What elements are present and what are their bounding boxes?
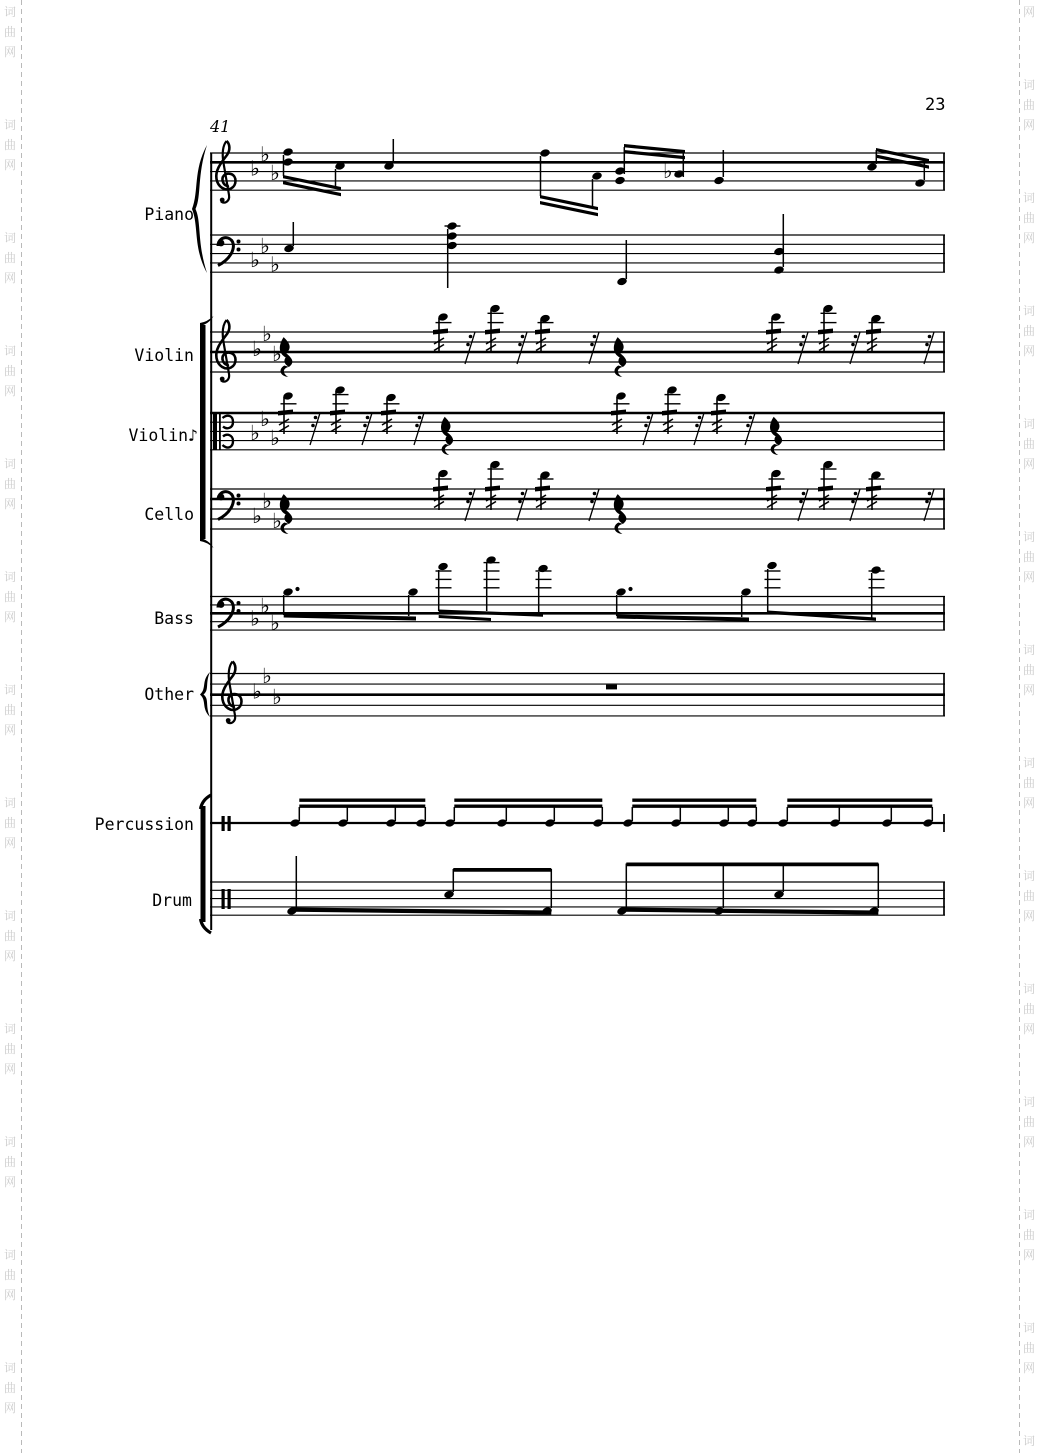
watermark-char: 曲 — [4, 1155, 17, 1169]
watermark-char: 曲 — [1023, 550, 1036, 564]
flat-sign: ♭ — [252, 337, 262, 361]
watermark-char: 词 — [1023, 1434, 1036, 1448]
flat-sign: ♭ — [260, 142, 270, 167]
watermark-char: 词 — [1023, 530, 1036, 544]
watermark-char: 词 — [4, 344, 17, 358]
staff-label-piano: Piano — [144, 205, 194, 224]
watermark-char: 网 — [4, 610, 17, 624]
watermark-char: 曲 — [4, 1381, 17, 1395]
watermark-char: 曲 — [1023, 889, 1036, 903]
flat-sign: ♭ — [270, 610, 280, 635]
watermark-char: 曲 — [1023, 98, 1036, 112]
watermark-char: 曲 — [1023, 663, 1036, 677]
watermark-char: 曲 — [4, 703, 17, 717]
staff-drum — [210, 856, 945, 916]
watermark-char: 网 — [4, 1062, 17, 1076]
watermark-char: 曲 — [1023, 776, 1036, 790]
watermark-char: 曲 — [4, 816, 17, 830]
watermark-char: 网 — [4, 497, 17, 511]
watermark-char: 词 — [4, 1248, 17, 1262]
flat-sign: ♭ — [262, 322, 272, 346]
watermark-char: 曲 — [4, 929, 17, 943]
watermark-char: 词 — [4, 683, 17, 697]
staff-bass — [210, 555, 945, 630]
watermark-char: 词 — [1023, 982, 1036, 996]
flat-sign: ♭ — [272, 342, 282, 366]
watermark-char: 网 — [4, 836, 17, 850]
watermark-char: 词 — [1023, 191, 1036, 205]
watermark-char: 网 — [1023, 344, 1036, 358]
watermark-char: 词 — [4, 457, 17, 471]
watermark-char: 网 — [1023, 1248, 1036, 1262]
staff-label-cello: Cello — [144, 505, 194, 524]
watermark-char: 词 — [4, 1022, 17, 1036]
watermark-char: 网 — [4, 45, 17, 59]
flat-sign: ♭ — [250, 606, 260, 631]
watermark-char: 词 — [4, 796, 17, 810]
watermark-char: 曲 — [1023, 324, 1036, 338]
watermark-char: 网 — [1023, 796, 1036, 810]
watermark-char: 词 — [1023, 1321, 1036, 1335]
watermark-char: 词 — [4, 5, 17, 19]
watermark-char: 网 — [1023, 683, 1036, 697]
page-number: 23 — [925, 95, 946, 115]
strings-bracket — [200, 325, 206, 539]
watermark-char: 曲 — [4, 1268, 17, 1282]
watermark-char: 词 — [1023, 304, 1036, 318]
treble-clef-icon — [222, 662, 241, 724]
flat-sign: ♭ — [260, 594, 270, 619]
watermark-char: 网 — [1023, 5, 1036, 19]
staff-label-other: Other — [144, 685, 194, 704]
staff-viola — [210, 385, 945, 455]
flat-sign: ♭ — [252, 679, 262, 704]
watermark-char: 网 — [4, 1175, 17, 1189]
watermark-char: 网 — [1023, 457, 1036, 471]
watermark-char: 网 — [4, 1401, 17, 1415]
watermark-char: 曲 — [1023, 1002, 1036, 1016]
watermark-char: 词 — [4, 231, 17, 245]
watermark-char: 网 — [1023, 1022, 1036, 1036]
watermark-char: 词 — [1023, 1095, 1036, 1109]
flat-sign: ♭ — [260, 407, 270, 431]
brace — [200, 672, 210, 717]
staff-piano-lh — [210, 214, 945, 288]
watermark-char: 词 — [4, 570, 17, 584]
flat-sign: ♭ — [262, 663, 272, 688]
watermark-char: 网 — [1023, 118, 1036, 132]
brace — [192, 145, 207, 273]
staff-label-percussion: Percussion — [94, 815, 194, 834]
staff-other — [210, 674, 945, 716]
flat-sign: ♭ — [252, 504, 262, 528]
watermark-char: 词 — [4, 909, 17, 923]
watermark-char: 曲 — [4, 364, 17, 378]
watermark-char: 网 — [1023, 231, 1036, 245]
staff-percussion — [210, 799, 945, 832]
flat-sign: ♭ — [270, 161, 280, 186]
watermark-char: 词 — [4, 1361, 17, 1375]
staff-label-bass: Bass — [154, 609, 194, 628]
watermark-char: 曲 — [4, 1042, 17, 1056]
watermark-char: 网 — [1023, 909, 1036, 923]
flat-sign: ♭ — [272, 685, 282, 709]
watermark-char: 曲 — [1023, 211, 1036, 225]
flat-sign: ♭ — [270, 426, 280, 450]
watermark-char: 曲 — [4, 590, 17, 604]
staff-cello — [210, 460, 945, 534]
watermark-char: 词 — [1023, 1208, 1036, 1222]
watermark-char: 词 — [4, 1135, 17, 1149]
watermark-char: 网 — [4, 384, 17, 398]
flat-sign: ♭ — [250, 247, 260, 272]
watermark-char: 网 — [4, 1288, 17, 1302]
watermark-char: 曲 — [1023, 1115, 1036, 1129]
staff-label-violin2: Violin♪ — [128, 426, 198, 445]
watermark-char: 网 — [1023, 570, 1036, 584]
watermark-char: 网 — [1023, 1361, 1036, 1375]
watermark-char: 曲 — [4, 138, 17, 152]
watermark-char: 词 — [1023, 756, 1036, 770]
watermark-char: 网 — [4, 271, 17, 285]
flat-sign: ♭ — [272, 509, 282, 533]
staff-label-violin: Violin — [134, 346, 194, 365]
measure-number: 41 — [210, 117, 231, 136]
staff-piano-rh — [210, 139, 945, 216]
flat-sign: ♭ — [260, 233, 270, 258]
svg-text:♭: ♭ — [663, 159, 673, 183]
watermark-char: 曲 — [1023, 1228, 1036, 1242]
watermark-char: 词 — [4, 118, 17, 132]
watermark-char: 曲 — [1023, 1341, 1036, 1355]
flat-sign: ♭ — [250, 156, 260, 181]
watermark-char: 词 — [1023, 869, 1036, 883]
staff-violin — [210, 304, 945, 377]
flat-sign: ♭ — [262, 489, 272, 513]
watermark-char: 词 — [1023, 417, 1036, 431]
watermark-char: 曲 — [4, 251, 17, 265]
watermark-char: 词 — [1023, 78, 1036, 92]
watermark-char: 网 — [4, 723, 17, 737]
flat-sign: ♭ — [270, 252, 280, 277]
staff-label-drum: Drum — [152, 891, 192, 910]
watermark-char: 曲 — [4, 477, 17, 491]
watermark-char: 词 — [1023, 643, 1036, 657]
watermark-char: 网 — [1023, 1135, 1036, 1149]
bass-clef-icon — [218, 492, 241, 520]
watermark-char: 网 — [4, 949, 17, 963]
watermark-char: 网 — [4, 158, 17, 172]
watermark-char: 曲 — [1023, 437, 1036, 451]
flat-sign: ♭ — [250, 421, 260, 445]
watermark-char: 曲 — [4, 25, 17, 39]
bass-clef-icon — [218, 238, 241, 266]
